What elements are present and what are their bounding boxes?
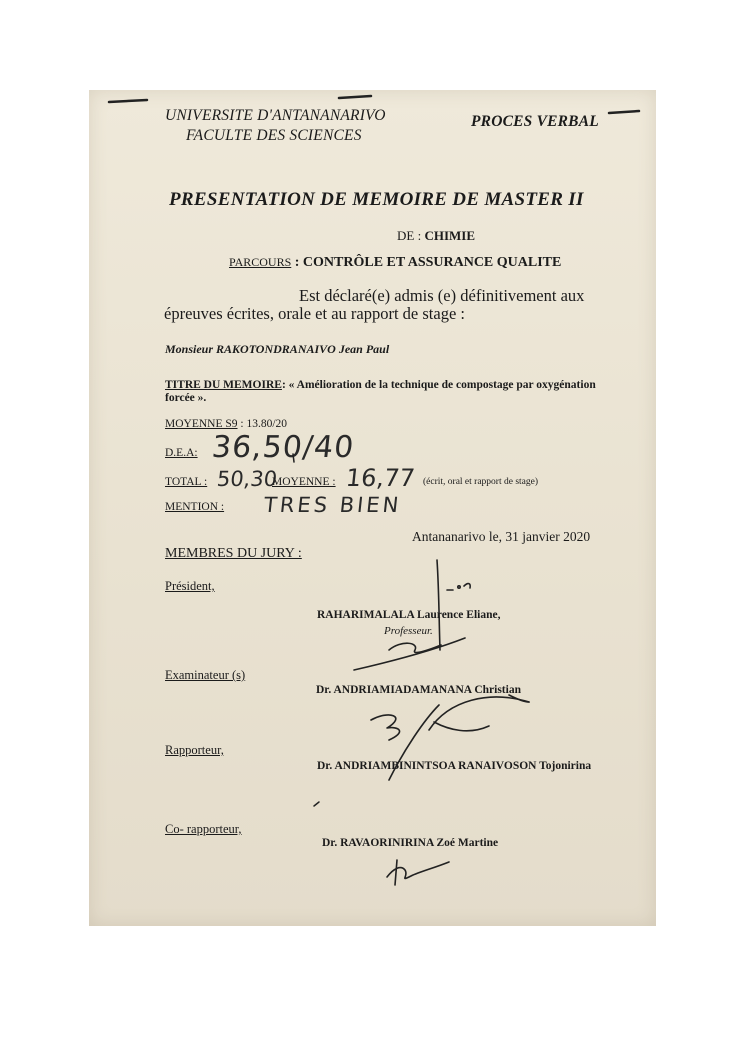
jury-role-rapporteur: Rapporteur, (165, 743, 224, 757)
document-type: PROCES VERBAL (471, 113, 599, 130)
jury-name-examinateur: Dr. ANDRIAMIADAMANANA Christian (316, 684, 521, 696)
page-title: PRESENTATION DE MEMOIRE DE MASTER II (169, 189, 584, 210)
jury-name-rapporteur: Dr. ANDRIAMBININTSOA RANAIVOSON Tojonirina (317, 760, 592, 772)
s9-label: MOYENNE S9 (165, 418, 238, 430)
pen-stroke-mark (109, 100, 147, 102)
document-sheet (89, 90, 656, 926)
jury-title-president: Professeur. (384, 625, 433, 637)
place-date: Antananarivo le, 31 janvier 2020 (412, 529, 591, 544)
pen-stroke-mark (293, 454, 294, 462)
parcours-value: : CONTRÔLE ET ASSURANCE QUALITE (294, 255, 562, 270)
jury-role-examinateur: Examinateur (s) (165, 668, 246, 682)
jury-name-president: RAHARIMALALA Laurence Eliane, (317, 609, 501, 621)
jury-role-president: Président, (165, 579, 215, 593)
declaration-line-1: Est déclaré(e) admis (e) définitivement aux (299, 286, 585, 305)
s9-value: : 13.80/20 (240, 418, 288, 430)
thesis-title-line-2: forcée ». (165, 392, 207, 404)
pen-stroke-mark (339, 96, 371, 98)
thesis-label: TITRE DU MEMOIRE (165, 379, 282, 391)
moyenne-label: MOYENNE : (272, 476, 336, 488)
mention-label: MENTION : (165, 501, 225, 513)
faculty-name: FACULTE DES SCIENCES (186, 127, 362, 144)
discipline-label: DE : (397, 228, 422, 243)
pen-stroke-mark (609, 111, 639, 113)
jury-role-co-rapporteur: Co- rapporteur, (165, 822, 242, 836)
signature-co-rapporteur (387, 860, 449, 885)
discipline-value: CHIMIE (424, 228, 476, 243)
dea-value-handwritten: 36,50/40 (210, 430, 357, 465)
signature-president (354, 560, 470, 670)
signatures-layer (89, 90, 656, 926)
pen-stroke-mark (314, 802, 319, 806)
candidate-name: Monsieur RAKOTONDRANAIVO Jean Paul (165, 342, 390, 356)
parcours-label: PARCOURS (229, 255, 292, 269)
moyenne-value-handwritten: 16,77 (344, 464, 417, 492)
university-name: UNIVERSITE D'ANTANANARIVO (165, 107, 386, 124)
declaration-line-2: épreuves écrites, orale et au rapport de stage : (164, 304, 465, 323)
jury-heading: MEMBRES DU JURY : (165, 546, 302, 561)
thesis-text-1: : « Amélioration de la technique de compostage par oxygénation (281, 379, 596, 391)
signature-rapporteur (371, 695, 529, 780)
moyenne-note: (écrit, oral et rapport de stage) (423, 477, 538, 487)
total-label: TOTAL : (165, 476, 208, 488)
dea-label: D.E.A: (165, 447, 198, 459)
mention-value-handwritten: TRES BIEN (262, 493, 403, 517)
jury-name-co-rapporteur: Dr. RAVAORINIRINA Zoé Martine (322, 837, 499, 849)
total-value-handwritten: 50,30 (215, 467, 279, 491)
